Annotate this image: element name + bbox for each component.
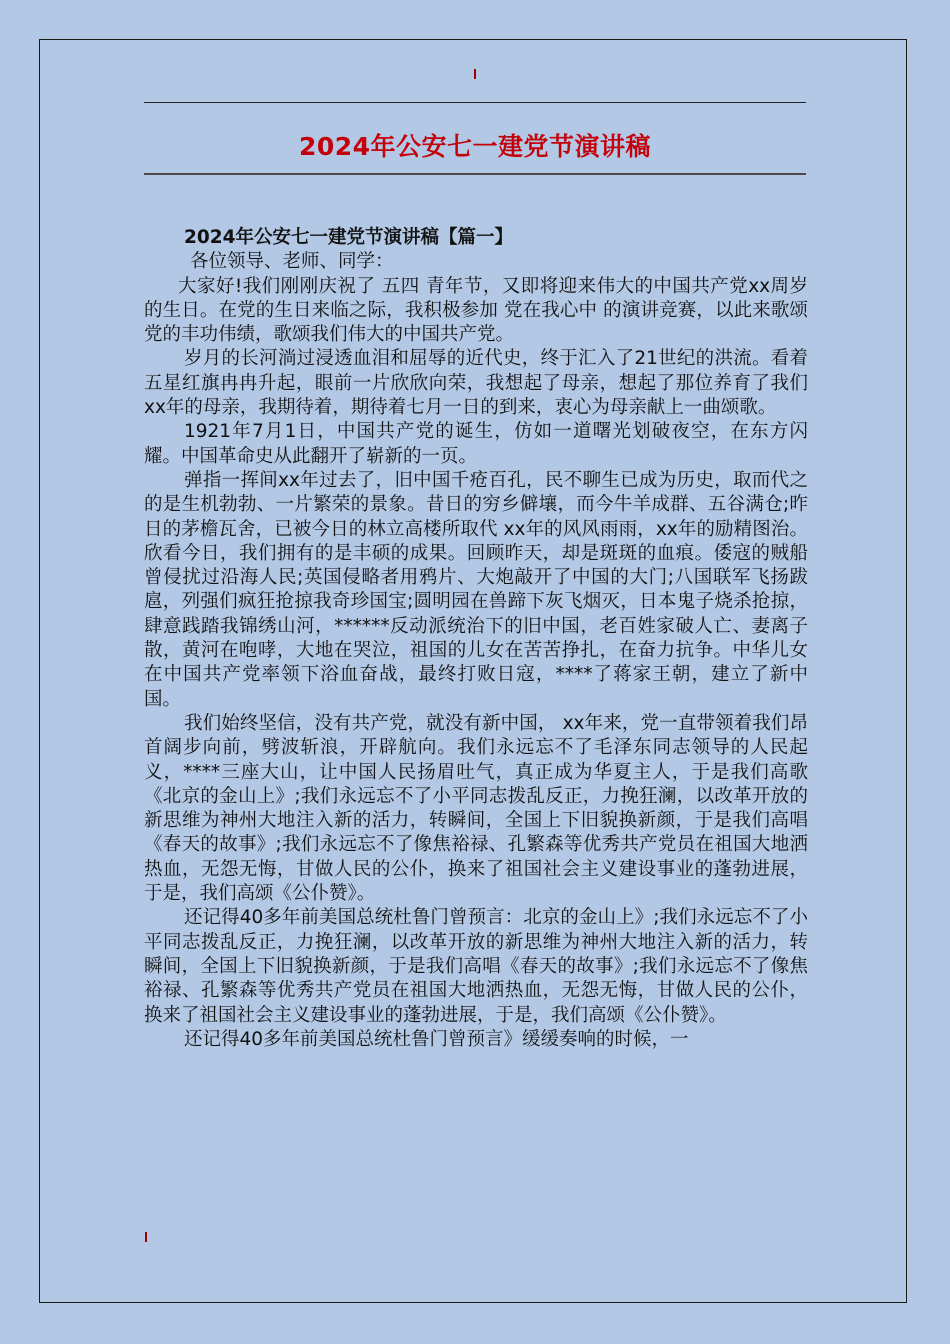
title-rule (144, 173, 806, 175)
document-title: 2024年公安七一建党节演讲稿 (298, 132, 652, 161)
header-mark (474, 69, 476, 79)
header-rule (144, 102, 806, 103)
paragraph-5: 我们始终坚信，没有共产党，就没有新中国， xx年来，党一直带领着我们昂首阔步向前，劈波斩浪，开辟航向。我们永远忘不了毛泽东同志领导的人民起义，****三座大山，让中国人民扬眉吐气，真正成为华夏主人，于是我们高歌《北京的金山上》;我们永远忘不了小平同志拨乱反正，力挽狂澜，以改革开放的新思维为神州大地注入新的活力，转瞬间，全国上下旧貌换新颜，于是我们高唱《春天的故事》;我们永远忘不了像焦裕禄、孔繁森等优秀共产党员在祖国大地洒热血，无怨无悔，甘做人民的公仆，换来了祖国社会主义建设事业的蓬勃进展，于是，我们高颂《公仆赞》。 (144, 712, 808, 905)
paragraph-1: 大家好!我们刚刚庆祝了 五四 青年节，又即将迎来伟大的中国共产党xx周岁的生日。在党的生日来临之际，我积极参加 党在我心中 的演讲竞赛，以此来歌颂党的丰功伟绩，歌颂我们伟大的中国共产党。 (144, 275, 808, 346)
document-subtitle: 2024年公安七一建党节演讲稿【篇一】 (184, 227, 513, 248)
paragraph-6: 还记得40多年前美国总统杜鲁门曾预言：北京的金山上》;我们永远忘不了小平同志拨乱反正，力挽狂澜，以改革开放的新思维为神州大地注入新的活力，转瞬间，全国上下旧貌换新颜，于是我们高唱《春天的故事》;我们永远忘不了像焦裕禄、孔繁森等优秀共产党员在祖国大地洒热血，无怨无悔，甘做人民的公仆，换来了祖国社会主义建设事业的蓬勃进展，于是，我们高颂《公仆赞》。 (144, 907, 808, 1026)
paragraph-3: 1921年7月1日，中国共产党的诞生，仿如一道曙光划破夜空，在东方闪耀。中国革命史从此翻开了崭新的一页。 (144, 421, 808, 467)
paragraph-2: 岁月的长河淌过浸透血泪和屈辱的近代史，终于汇入了21世纪的洪流。看着五星红旗冉冉升起，眼前一片欣欣向荣，我想起了母亲，想起了那位养育了我们xx年的母亲，我期待着，期待着七月一日的到来，衷心为母亲献上一曲颂歌。 (144, 348, 808, 419)
paragraph-4: 弹指一挥间xx年过去了，旧中国千疮百孔，民不聊生已成为历史，取而代之的是生机勃勃、一片繁荣的景象。昔日的穷乡僻壤，而今牛羊成群、五谷满仓;昨日的茅檐瓦舍，已被今日的林立高楼所取代 xx年的风风雨雨，xx年的励精图治。欣看今日，我们拥有的是丰硕的成果。回顾昨天，却是斑斑的血痕。倭寇的贼船曾侵扰过沿海人民;英国侵略者用鸦片、大炮敲开了中国的大门;八国联军飞扬跋扈，列强们疯狂抢掠我奇珍国宝;圆明园在兽蹄下灰飞烟灭，日本鬼子烧杀抢掠，肆意践踏我锦绣山河，******反动派统治下的旧中国，老百姓家破人亡、妻离子散，黄河在咆哮，大地在哭泣，祖国的儿女在苦苦挣扎，在奋力抗争。中华儿女在中国共产党率领下浴血奋战，最终打败日寇，****了蒋家王朝，建立了新中国。 (144, 469, 808, 710)
greeting-line: 各位领导、老师、同学： (190, 251, 394, 273)
document-body (144, 226, 808, 1052)
paragraph-7: 还记得40多年前美国总统杜鲁门曾预言》缓缓奏响的时候，一 (184, 1028, 689, 1050)
footer-mark (145, 1232, 147, 1242)
